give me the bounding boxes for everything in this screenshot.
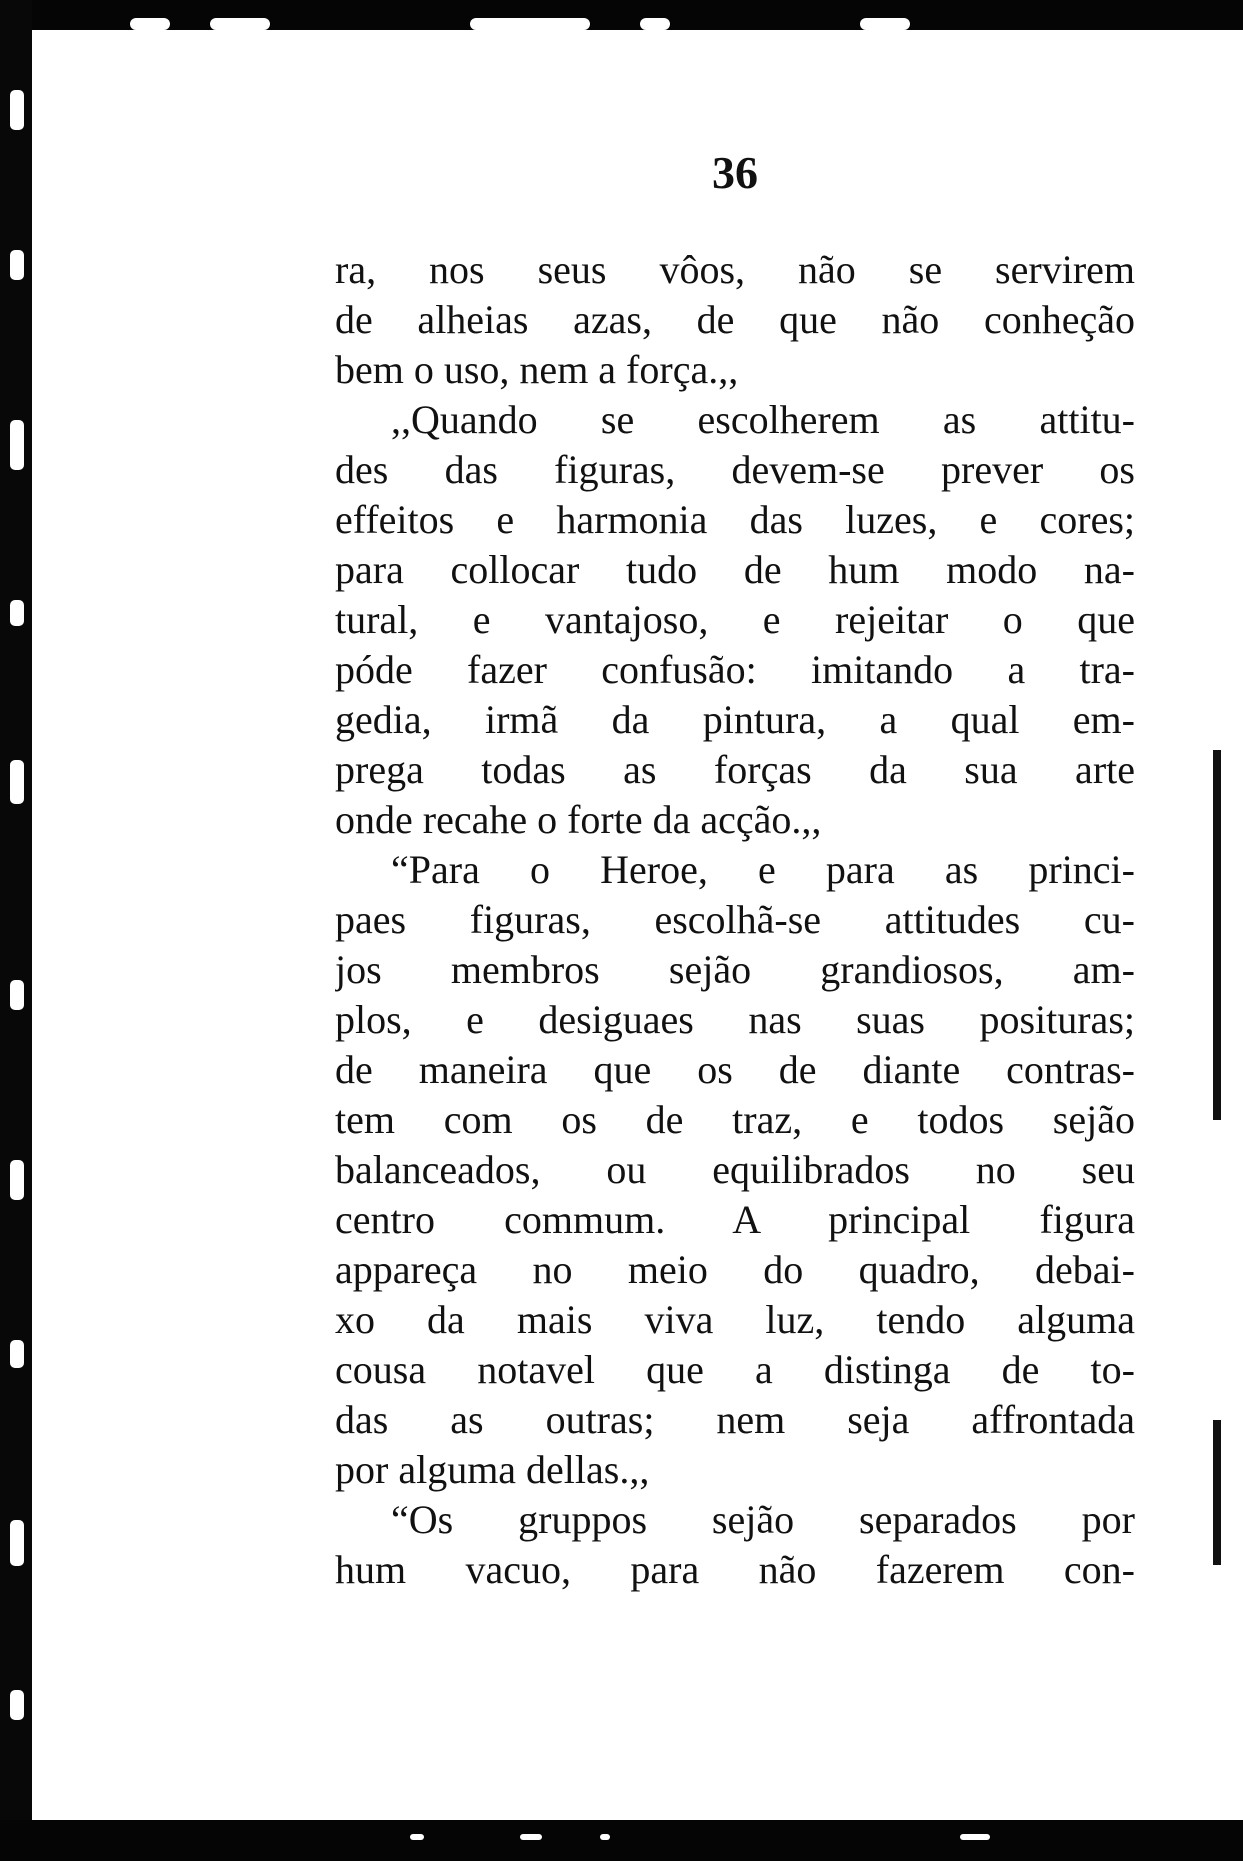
scan-speck bbox=[10, 1340, 24, 1368]
scan-speck bbox=[10, 600, 24, 626]
scan-speck bbox=[960, 1834, 990, 1840]
scan-speck bbox=[10, 90, 24, 130]
margin-mark bbox=[1213, 1420, 1221, 1565]
text-line: prega todas as forças da sua arte bbox=[335, 747, 1135, 792]
scan-speck bbox=[130, 18, 170, 30]
text-line: por alguma dellas.,, bbox=[335, 1447, 650, 1492]
text-line: ra, nos seus vôos, não se servirem bbox=[335, 247, 1135, 292]
text-line: xo da mais viva luz, tendo alguma bbox=[335, 1297, 1135, 1342]
scan-border-bottom bbox=[0, 1820, 1243, 1861]
text-line: jos membros sejão grandiosos, am- bbox=[335, 947, 1135, 992]
body-text bbox=[335, 245, 1135, 1595]
text-line: bem o uso, nem a força.,, bbox=[335, 347, 739, 392]
scan-speck bbox=[10, 250, 24, 280]
text-line: das as outras; nem seja affrontada bbox=[335, 1397, 1135, 1442]
scan-speck bbox=[600, 1834, 610, 1840]
scan-speck bbox=[520, 1834, 542, 1840]
scan-speck bbox=[10, 420, 24, 470]
scan-speck bbox=[640, 18, 670, 30]
text-line: effeitos e harmonia das luzes, e cores; bbox=[335, 497, 1135, 542]
text-line: paes figuras, escolhã-se attitudes cu- bbox=[335, 897, 1135, 942]
text-line: gedia, irmã da pintura, a qual em- bbox=[335, 697, 1135, 742]
scan-speck bbox=[210, 18, 270, 30]
scan-speck bbox=[860, 18, 910, 30]
scan-speck bbox=[10, 1160, 24, 1200]
margin-mark bbox=[1213, 750, 1221, 1120]
text-line: appareça no meio do quadro, debai- bbox=[335, 1247, 1135, 1292]
text-line: “Os gruppos sejão separados por bbox=[391, 1497, 1135, 1542]
text-line: de alheias azas, de que não conheção bbox=[335, 297, 1135, 342]
text-line: ,,Quando se escolherem as attitu- bbox=[391, 397, 1135, 442]
page-number: 36 bbox=[712, 147, 758, 198]
text-line: des das figuras, devem-se prever os bbox=[335, 447, 1135, 492]
text-line: centro commum. A principal figura bbox=[335, 1197, 1135, 1242]
scan-border-left bbox=[0, 0, 32, 1861]
scan-border-top bbox=[0, 0, 1243, 30]
text-line: “Para o Heroe, e para as princi- bbox=[391, 847, 1135, 892]
text-line: de maneira que os de diante contras- bbox=[335, 1047, 1135, 1092]
text-line: tem com os de traz, e todos sejão bbox=[335, 1097, 1135, 1142]
text-line: para collocar tudo de hum modo na- bbox=[335, 547, 1135, 592]
text-line: hum vacuo, para não fazerem con- bbox=[335, 1547, 1135, 1592]
scan-speck bbox=[10, 1520, 24, 1566]
scan-speck bbox=[10, 760, 24, 804]
text-line: plos, e desiguaes nas suas posituras; bbox=[335, 997, 1135, 1042]
text-line: balanceados, ou equilibrados no seu bbox=[335, 1147, 1135, 1192]
scan-speck bbox=[410, 1834, 424, 1840]
scan-speck bbox=[470, 18, 590, 30]
scan-speck bbox=[10, 1690, 24, 1720]
text-line: cousa notavel que a distinga de to- bbox=[335, 1347, 1135, 1392]
text-line: tural, e vantajoso, e rejeitar o que bbox=[335, 597, 1135, 642]
text-line: onde recahe o forte da acção.,, bbox=[335, 797, 822, 842]
text-line: póde fazer confusão: imitando a tra- bbox=[335, 647, 1135, 692]
scan-speck bbox=[10, 980, 24, 1010]
